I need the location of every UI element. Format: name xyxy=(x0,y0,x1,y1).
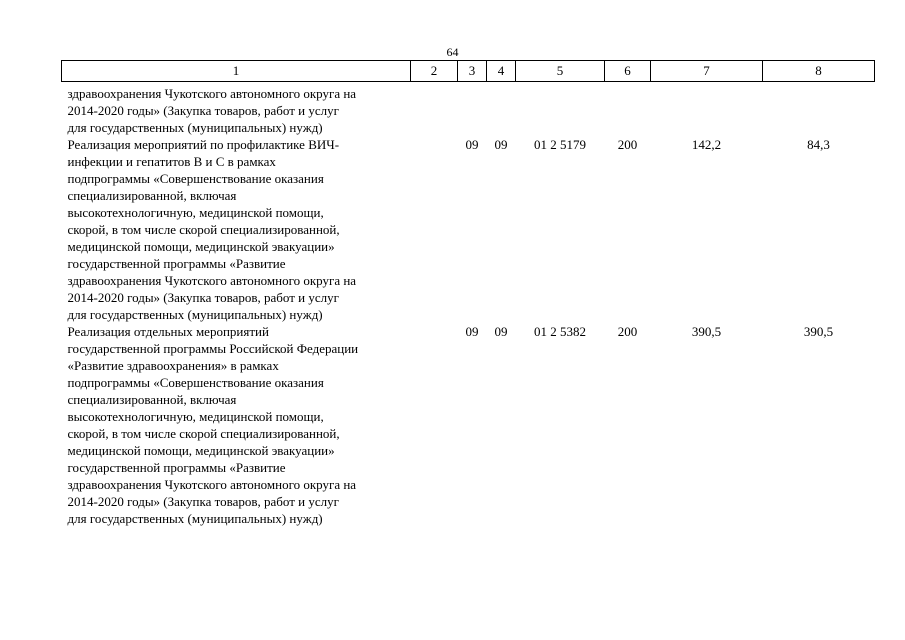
description-line: для государственных (муниципальных) нужд) xyxy=(67,120,323,135)
cell-expense-type: 200 xyxy=(617,324,638,339)
header-col-8: 8 xyxy=(763,61,875,82)
cell-subsection: 09 xyxy=(494,137,508,152)
cell-subsection xyxy=(487,82,516,137)
cell-col-2 xyxy=(411,136,458,323)
cell-section: 09 xyxy=(465,324,479,339)
cell-section xyxy=(458,82,487,137)
cell-target-article xyxy=(516,82,605,137)
header-col-2: 2 xyxy=(411,61,458,82)
description-line: высокотехнологичную, медицинской помощи, xyxy=(67,205,324,220)
cell-section: 09 xyxy=(465,137,479,152)
row-description xyxy=(62,82,411,137)
table-row xyxy=(62,82,875,137)
description-line: специализированной, включая xyxy=(67,188,237,203)
header-col-3: 3 xyxy=(458,61,487,82)
header-col-1: 1 xyxy=(62,61,411,82)
cell-col-2 xyxy=(411,82,458,137)
header-col-4: 4 xyxy=(487,61,516,82)
description-line: специализированной, включая xyxy=(67,392,237,407)
cell-subsection: 09 xyxy=(494,324,508,339)
description-line: подпрограммы «Совершенствование оказания xyxy=(67,375,324,390)
cell-expense-type xyxy=(605,82,651,137)
row-description xyxy=(62,323,411,527)
cell-target-article: 01 2 5179 xyxy=(534,137,586,152)
cell-amount-2 xyxy=(763,82,875,137)
header-col-7: 7 xyxy=(651,61,763,82)
row-description xyxy=(62,136,411,323)
description-line: высокотехнологичную, медицинской помощи, xyxy=(67,409,324,424)
description-line: подпрограммы «Совершенствование оказания xyxy=(67,171,324,186)
description-line: здравоохранения Чукотского автономного округа на xyxy=(67,273,357,288)
description-line: 2014-2020 годы» (Закупка товаров, работ и услуг xyxy=(67,290,339,305)
description-line: Реализация отдельных мероприятий xyxy=(67,324,269,339)
cell-amount-2: 84,3 xyxy=(807,137,830,152)
cell-col-2 xyxy=(411,323,458,527)
description-line: Реализация мероприятий по профилактике ВИЧ- xyxy=(67,137,340,152)
description-line: скорой, в том числе скорой специализированной, xyxy=(67,426,340,441)
description-line: скорой, в том числе скорой специализированной, xyxy=(67,222,340,237)
description-line: медицинской помощи, медицинской эвакуации» xyxy=(67,239,335,254)
cell-amount-1 xyxy=(651,82,763,137)
header-col-5: 5 xyxy=(516,61,605,82)
description-line: государственной программы «Развитие xyxy=(67,256,286,271)
description-line: медицинской помощи, медицинской эвакуации» xyxy=(67,443,335,458)
cell-target-article: 01 2 5382 xyxy=(534,324,586,339)
description-line: для государственных (муниципальных) нужд) xyxy=(67,511,323,526)
table-header-row xyxy=(62,61,875,82)
description-line: государственной программы «Развитие xyxy=(67,460,286,475)
description-line: здравоохранения Чукотского автономного округа на xyxy=(67,86,357,101)
table-row xyxy=(62,323,875,527)
page-number: 64 xyxy=(446,45,459,59)
cell-amount-2: 390,5 xyxy=(803,324,834,339)
cell-expense-type: 200 xyxy=(617,137,638,152)
description-line: здравоохранения Чукотского автономного округа на xyxy=(67,477,357,492)
description-line: «Развитие здравоохранения» в рамках xyxy=(67,358,279,373)
description-line: для государственных (муниципальных) нужд) xyxy=(67,307,323,322)
description-line: инфекции и гепатитов В и С в рамках xyxy=(67,154,276,169)
description-line: 2014-2020 годы» (Закупка товаров, работ и услуг xyxy=(67,103,339,118)
table-row xyxy=(62,136,875,323)
cell-amount-1: 142,2 xyxy=(691,137,722,152)
budget-table xyxy=(61,60,875,527)
description-line: 2014-2020 годы» (Закупка товаров, работ и услуг xyxy=(67,494,339,509)
header-col-6: 6 xyxy=(605,61,651,82)
description-line: государственной программы Российской Федерации xyxy=(67,341,359,356)
cell-amount-1: 390,5 xyxy=(691,324,722,339)
